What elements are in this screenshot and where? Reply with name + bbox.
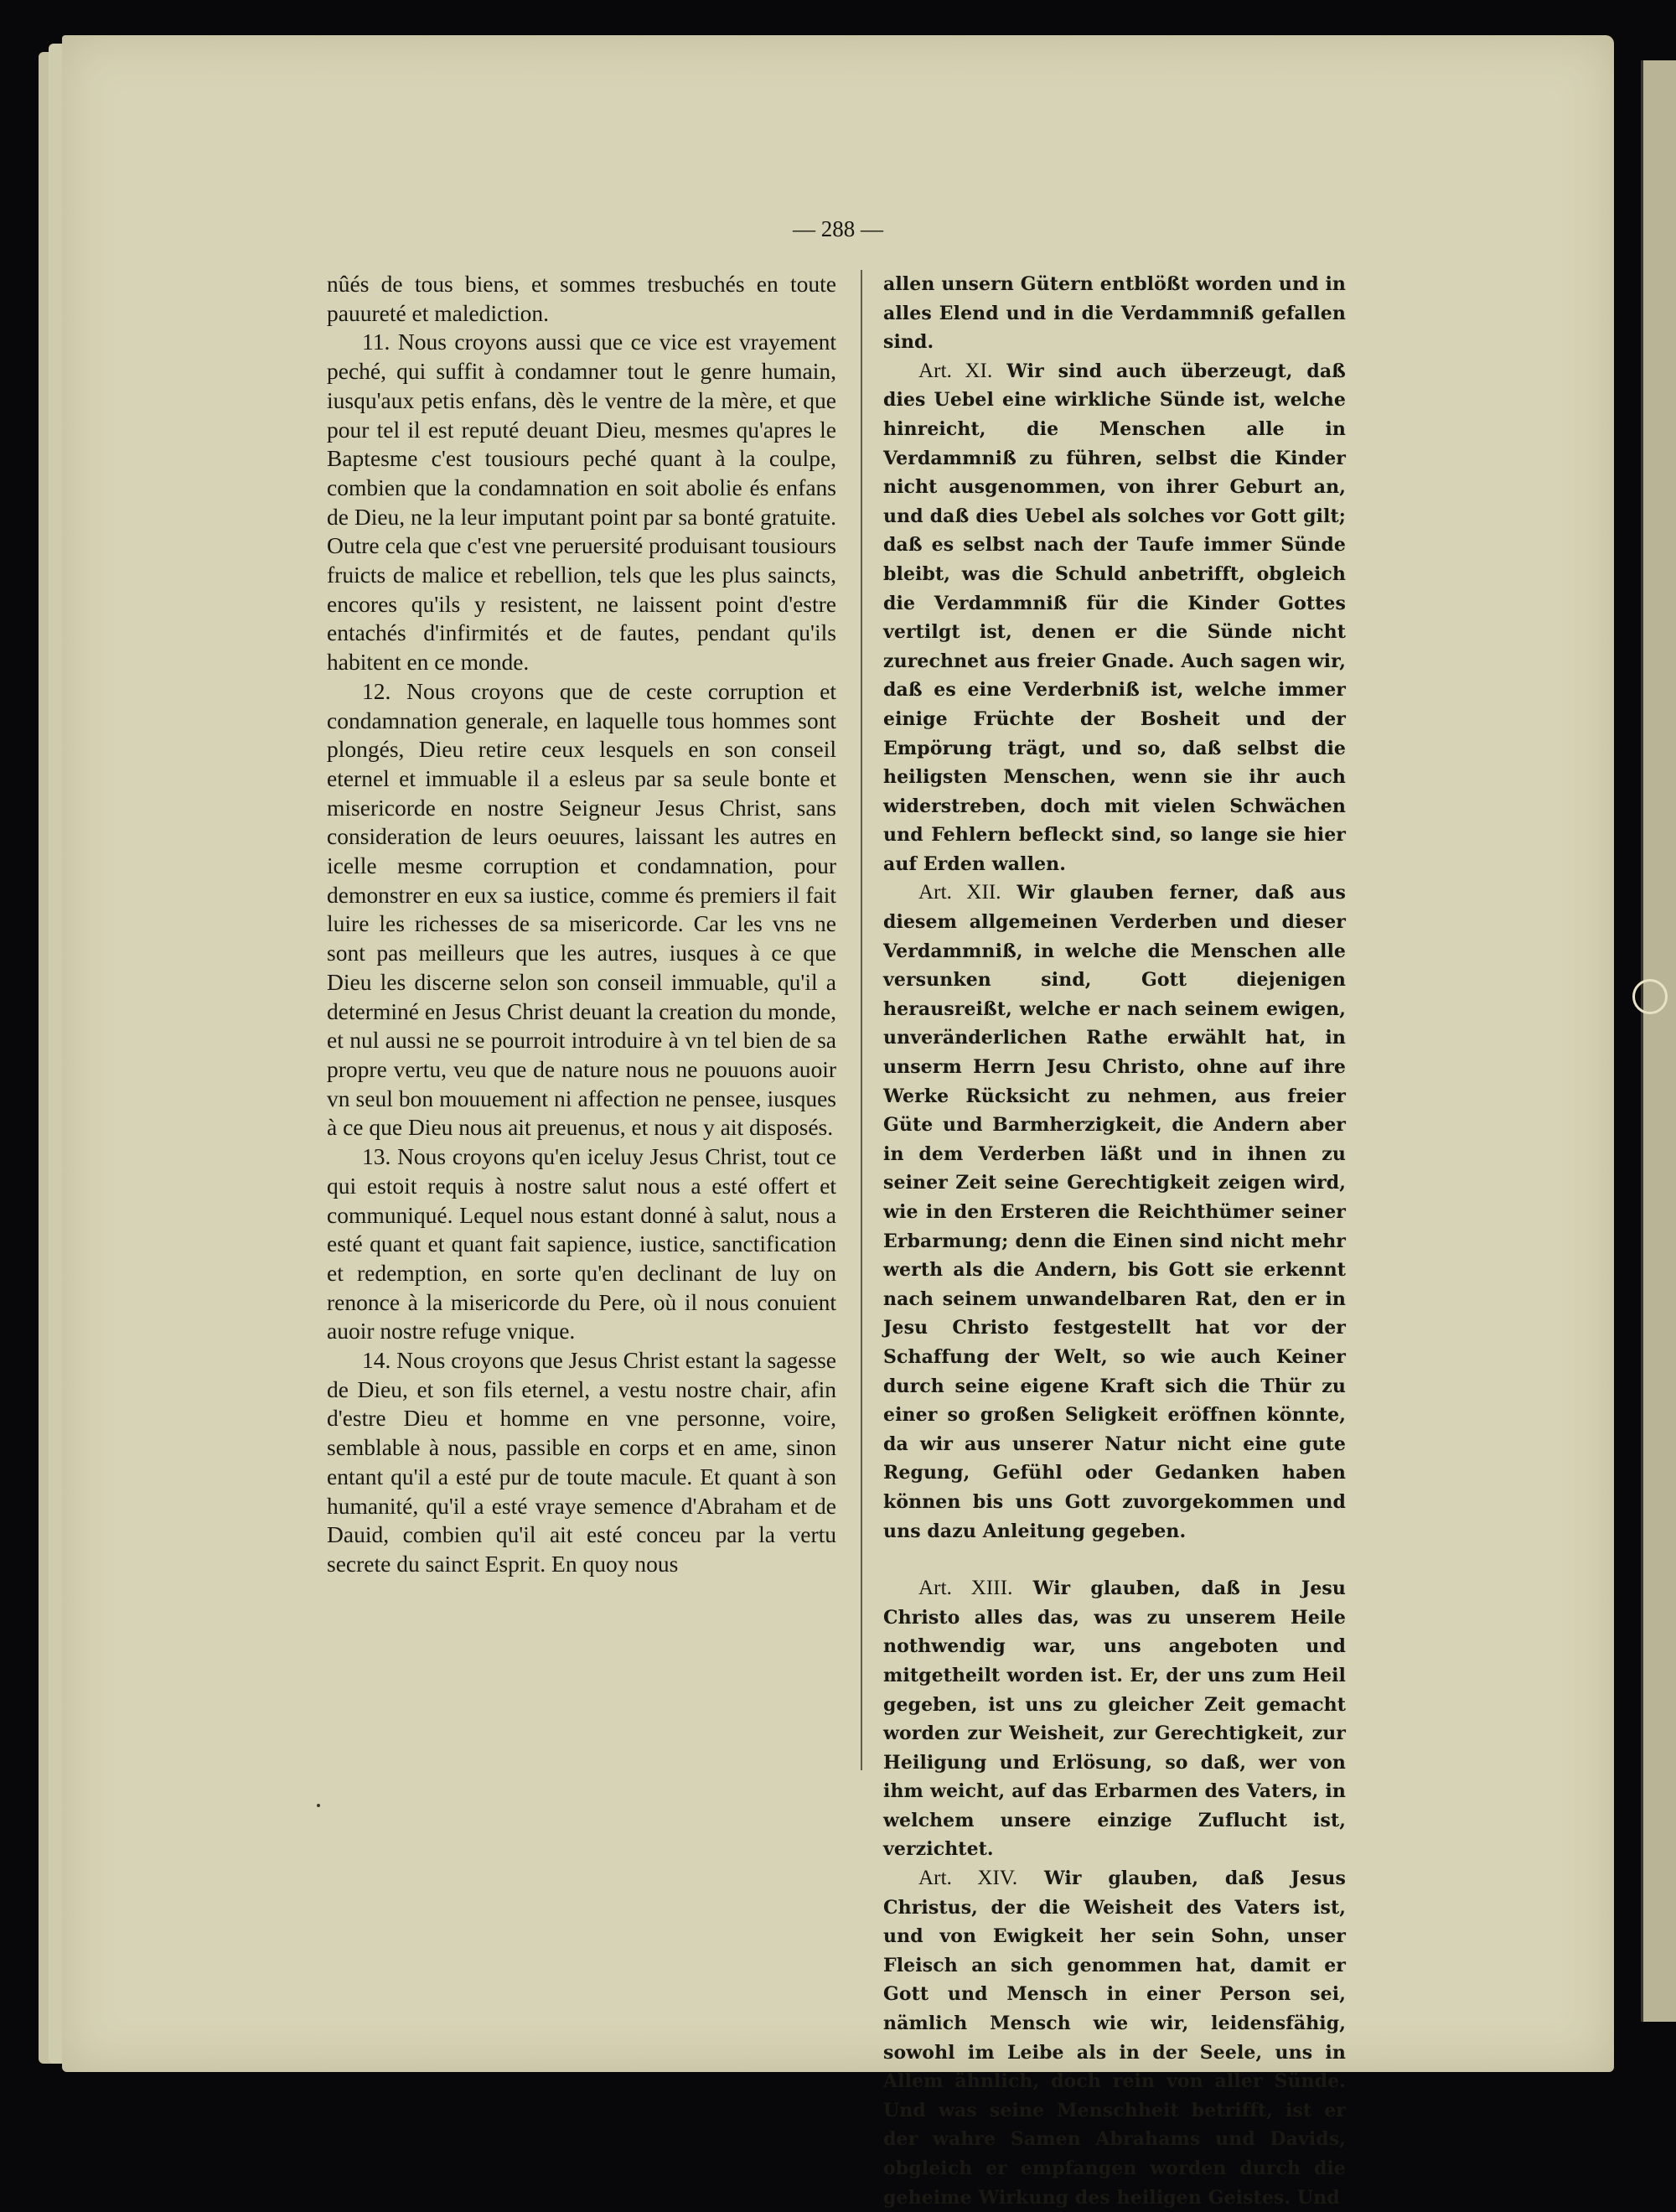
paragraph-text: 13. Nous croyons qu'en iceluy Jesus Christ, tout ce qui estoit requis à nostre salut nous a esté offert et communiqué. Lequel nous estant donné à salut, nous a esté quant et quant fait sapience, iustice, sanctification et redemption, en sorte qu'en declinant de luy on renonce à la misericorde du Pere, où il nous conuient auoir nostre refuge vnique. (327, 1143, 836, 1344)
page-sheet (62, 35, 1614, 2072)
left_column-paragraph (327, 677, 836, 1142)
paragraph-gap (883, 1546, 1346, 1574)
paragraph-text: Wir sind auch überzeugt, daß dies Uebel eine wirkliche Sünde ist, welche hinreicht, die Menschen alle in Verdammniß zu führen, selbst die Kinder nicht ausgenommen, von ihrer Geburt an, und daß dies Uebel als solches vor Gott gilt; daß es selbst nach der Taufe immer Sünde bleibt, was die Schuld anbetrifft, obgleich die Verdammniß für die Kinder Gottes vertilgt ist, denen er die Sünde nicht zurechnet aus freier Gnade. Auch sagen wir, daß es eine Verderbniß ist, welche immer einige Früchte der Bosheit und der Empörung trägt, und so, daß selbst die heiligsten Menschen, wenn sie ihr auch widerstreben, doch mit vielen Schwächen und Fehlern befleckt sind, so lange sie hier auf Erden wallen. (883, 360, 1346, 875)
page-number: — 288 — (793, 216, 883, 241)
paragraph-text: 11. Nous croyons aussi que ce vice est vrayement peché, qui suffit à condamner tout le genre humain, iusqu'aux petis enfans, dès le ventre de la mère, et que pour tel il est reputé deuant Dieu, mesmes qu'apres le Baptesme c'est tousiours peché quant à la coulpe, combien que la condamnation en soit abolie és enfans de Dieu, ne la leur imputant point par sa bonté gratuite. Outre cela que c'est vne peruersité produisant tousiours fruicts de malice et rebellion, tels que les plus saincts, encores qu'ils y resistent, ne laissent point d'estre entachés d'infirmités et de fautes, pendant qu'ils habitent en ce monde. (327, 329, 836, 676)
right_column-paragraph (883, 878, 1346, 1546)
paragraph-text: 14. Nous croyons que Jesus Christ estant la sagesse de Dieu, et son fils eternel, a vestu nostre chair, afin d'estre Dieu et homme en vne personne, voire, semblable à nous, passible en corps et en ame, sinon entant qu'il a esté pur de toute macule. Et quant à son humanité, qu'il a esté vraye semence d'Abraham et de Dauid, combien qu'il ait esté conceu par la vertu secrete du sainct Esprit. En quoy nous (327, 1347, 836, 1577)
article-label: Art. XIII. (918, 1577, 1013, 1600)
right_column-paragraph (883, 357, 1346, 879)
right_column-paragraph (883, 1574, 1346, 1864)
right_column-paragraph (883, 1864, 1346, 2212)
ink-mark (317, 1804, 320, 1807)
article-label: Art. XI. (918, 359, 993, 382)
paragraph-text: nûés de tous biens, et sommes tresbuchés en toute pauureté et malediction. (327, 271, 836, 326)
paragraph-text: Wir glauben, daß Jesus Christus, der die Weisheit des Vaters ist, und von Ewigkeit her sein Sohn, unser Fleisch an sich genommen hat, damit er Gott und Mensch in einer Person sei, nämlich Mensch wie wir, leidensfähig, sowohl im Leibe als in der Seele, uns in Allem ähnlich, doch rein von aller Sünde. Und was seine Menschheit betrifft, ist er der wahre Samen Abrahams und Davids, obgleich er empfangen worden durch die geheime Wirkung des heiligen Geistes. Und (883, 1868, 1347, 2209)
column-divider (861, 270, 862, 1770)
paragraph-text: allen unsern Gütern entblößt worden und in alles Elend und in die Verdammniß gefallen sind. (883, 273, 1346, 354)
left_column-paragraph (327, 1142, 836, 1346)
paragraph-text: Wir glauben, daß in Jesu Christo alles das, was zu unserem Heile nothwendig war, uns angeboten und mitgetheilt worden ist. Er, der uns zum Heil gegeben, ist uns zu gleicher Zeit gemacht worden zur Weisheit, zur Gerechtigkeit, zur Heiligung und Erlösung, so daß, wer von ihm weicht, auf das Erbarmen des Vaters, in welchem unsere einzige Zuflucht ist, verzichtet. (883, 1577, 1347, 1861)
paragraph-text: Wir glauben ferner, daß aus diesem allgemeinen Verderben und dieser Verdammniß, in welche die Menschen alle versunken sind, Gott diejenigen herausreißt, welche er nach seinem ewigen, unveränderlichen Rathe erwählt hat, in unserm Herrn Jesu Christo, ohne auf ihre Werke Rücksicht zu nehmen, aus freier Güte und Barmherzigkeit, die Andern aber in dem Verderben läßt und in ihnen zu seiner Zeit seine Gerechtigkeit zeigen wird, wie in den Ersteren die Reichthümer seiner Erbarmung; denn die Einen sind nicht mehr werth als die Andern, bis Gott sie erkennt nach seinem unwandelbaren Rat, den er in Jesu Christo festgestellt hat vor der Schaffung der Welt, so wie auch Keiner durch seine eigene Kraft sich die Thür zu einer so großen Seligkeit eröffnen könnte, da wir aus unserer Natur nicht eine gute Regung, Gefühl oder Gedanken haben können bis uns Gott zuvorgekommen und uns dazu Anleitung gegeben. (883, 882, 1347, 1542)
binding-thread (1632, 979, 1668, 1014)
left_column-paragraph (327, 270, 836, 328)
article-label: Art. XIV. (918, 1867, 1018, 1890)
paragraph-text: 12. Nous croyons que de ceste corruption et condamnation generale, en laquelle tous hommes sont plongés, Dieu retire ceux lesquels en son conseil eternel et immuable il a esleus par sa seule bonte et misericorde en nostre Seigneur Jesus Christ, sans consideration de leurs oeuures, laissant les autres en icelle mesme corruption et condamnation, pour demonstrer en eux sa iustice, comme és premiers il fait luire les richesses de sa misericorde. Car les vns ne sont pas meilleurs que les autres, iusques à ce que Dieu les discerne selon son conseil immuable, qu'il a determiné en Jesus Christ deuant la creation du monde, et nul aussi ne se pourroit introduire à vn tel bien de sa propre vertu, veu que de nature nous ne pouuons auoir vn seul bon mouuement ni affection ne pensee, iusques à ce que Dieu nous ait preuenus, et nous y ait disposés. (327, 677, 836, 1141)
left_column-paragraph (327, 328, 836, 676)
right_column-paragraph (883, 270, 1346, 357)
left_column-paragraph (327, 1346, 836, 1579)
article-label: Art. XII. (918, 881, 1001, 904)
facing-page-edge (1641, 60, 1676, 2022)
right-column-german (883, 270, 1346, 2212)
left-column-french (327, 270, 836, 1579)
